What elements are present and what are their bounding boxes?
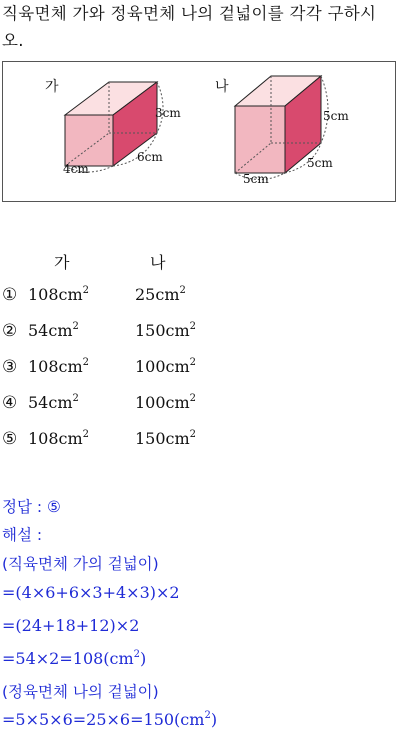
choices-header-ga: 가 — [54, 253, 70, 272]
superscript: 2 — [204, 710, 211, 721]
ga-height-label: 3cm — [155, 106, 181, 120]
question-line-2: 오. — [2, 31, 24, 50]
choice-ga-value: 108cm — [28, 357, 83, 376]
explanation-ga-line-3 — [2, 649, 146, 668]
superscript: 2 — [82, 285, 90, 296]
superscript: 2 — [189, 357, 197, 368]
choice-ga-value: 108cm — [28, 429, 83, 448]
superscript: 2 — [72, 393, 79, 404]
figure-cuboids — [3, 62, 397, 203]
explanation-ga-line-3-end: ) — [140, 649, 147, 668]
cube-na — [215, 76, 349, 186]
choice-ga-value: 54cm — [28, 321, 73, 340]
explanation-ga-heading: (직육면체 가의 겉넓이) — [2, 555, 159, 573]
choice-number: ⑤ — [2, 429, 18, 449]
choice-na-value: 150cm — [135, 321, 190, 340]
choice-na-value: 100cm — [135, 357, 190, 376]
choice-na-value: 100cm — [135, 393, 190, 412]
cuboid-ga — [45, 78, 181, 176]
superscript: 2 — [179, 285, 186, 296]
ga-depth-label: 6cm — [137, 150, 163, 164]
explanation-ga-line-3-text: =54×2=108(cm — [2, 649, 134, 668]
choice-na-value: 25cm — [135, 285, 180, 304]
choice-ga-value: 54cm — [28, 393, 73, 412]
choice-na-value: 150cm — [135, 429, 190, 448]
label-ga: 가 — [45, 79, 59, 95]
explanation-ga-line-2: =(24+18+12)×2 — [2, 616, 140, 635]
choice-number: ② — [2, 321, 18, 341]
explanation-ga-line-1: =(4×6+6×3+4×3)×2 — [2, 583, 180, 602]
superscript: 2 — [189, 429, 197, 440]
choices-header-na: 나 — [150, 253, 166, 272]
superscript: 2 — [189, 393, 197, 404]
cuboid-ga-front — [65, 115, 113, 166]
question-text — [2, 0, 398, 54]
superscript: 2 — [82, 429, 90, 440]
explanation-na-line-1-end: ) — [210, 710, 218, 729]
na-edge-bottom-label: 5cm — [243, 172, 269, 186]
explanation-label: 해설 : — [2, 526, 43, 544]
na-edge-right-label: 5cm — [323, 109, 349, 123]
superscript: 2 — [72, 321, 79, 332]
figure-box — [2, 61, 396, 202]
choice-number: ① — [2, 285, 18, 305]
explanation-na-heading: (정육면체 나의 겉넓이) — [2, 683, 159, 701]
cube-na-front — [235, 106, 285, 173]
na-edge-depth-label: 5cm — [307, 156, 333, 170]
label-na: 나 — [215, 79, 229, 95]
explanation-na-line-1-text: =5×5×6=25×6=150(cm — [2, 710, 205, 729]
choice-number: ③ — [2, 357, 18, 377]
question-line-1: 직육면체 가와 정육면체 나의 겉넓이를 각각 구하시 — [2, 4, 377, 23]
ga-width-label: 4cm — [63, 162, 89, 176]
explanation-na-line-1 — [2, 710, 217, 729]
superscript: 2 — [133, 649, 141, 660]
answer-label: 정답 : ⑤ — [2, 498, 61, 516]
choice-number: ④ — [2, 393, 18, 413]
choice-ga-value: 108cm — [28, 285, 83, 304]
superscript: 2 — [82, 357, 90, 368]
superscript: 2 — [189, 321, 197, 332]
